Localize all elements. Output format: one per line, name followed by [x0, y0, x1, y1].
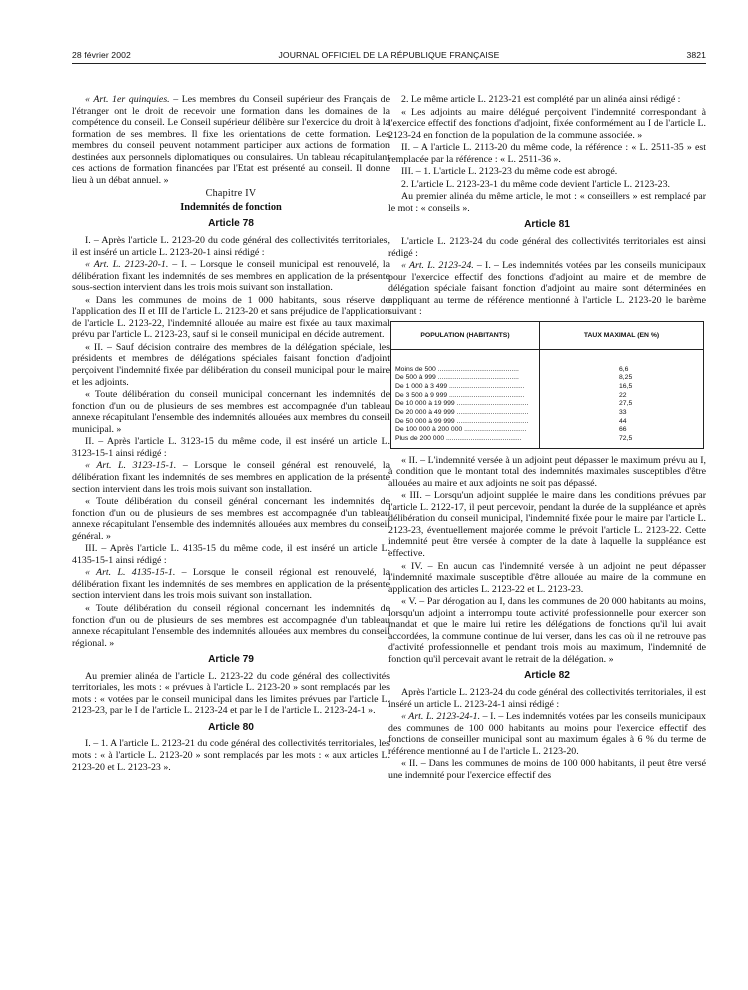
article-heading: Article 79: [208, 654, 254, 666]
table-row-label: De 500 à 999 ...........................................: [395, 374, 519, 382]
table-row-value: 72,5: [619, 434, 633, 442]
table-row-value: 27,5: [619, 400, 633, 408]
paragraph: [72, 460, 390, 495]
paragraph: L'article L. 2123-24 du code général des collectivités territoriales est ainsi rédigé :: [388, 236, 706, 259]
article-ref: « Art. L. 2123-24.: [401, 260, 474, 272]
table-header-rate: TAUX MAXIMAL (EN %): [583, 331, 660, 339]
paragraph: I. – Après l'article L. 2123-20 du code général des collectivités territoriales, il est inséré un article L. 2123-20-1 ainsi rédigé :: [72, 235, 390, 258]
chapter-heading: Chapitre IV: [205, 188, 257, 200]
paragraph: « Toute délibération du conseil municipal concernant les indemnités de fonction d'un ou de plusieurs de ses membres est accompagnée d'un tableau annexe récapitulant l'ensemble des indemnités allouées aux membres du conseil municipal. »: [72, 389, 390, 435]
paragraph: « Toute délibération du conseil régional concernant les indemnités de fonction d'un ou de plusieurs de ses membres est accompagnée d'un tableau annexe récapitulant l'ensemble des indemnités allouées aux membres du conseil régional. »: [72, 602, 390, 649]
table-row-value: 16,5: [619, 383, 633, 391]
header-journal-title: JOURNAL OFFICIEL DE LA RÉPUBLIQUE FRANÇAISE: [278, 50, 500, 60]
table-row-label: De 10 000 à 19 999 ......................................: [395, 400, 529, 408]
table-header-population: POPULATION (HABITANTS): [391, 322, 540, 349]
paragraph: 2. Le même article L. 2123-21 est complété par un alinéa ainsi rédigé :: [401, 94, 681, 105]
table-row-label: De 100 000 à 200 000 .................................: [395, 426, 527, 434]
paragraph: [72, 567, 390, 602]
table-row-label: De 50 000 à 99 999 ......................................: [395, 417, 529, 425]
paragraph: II. – Après l'article L. 3123-15 du même code, il est inséré un article L. 3123-15-1 ainsi rédigé :: [72, 436, 390, 459]
paragraph-text: – I. – Les indemnités votées par les conseils municipaux des communes de 100 000 habitants au moins pour l'exercice effectif des fonctions de conseiller municipal sont au maximum égales à 6 % du terme de référence mentionné au I de l'article L. 2123-20.: [388, 711, 706, 757]
table-row-value: 22: [619, 391, 627, 399]
paragraph: III. – Après l'article L. 4135-15 du même code, il est inséré un article L. 4135-15-1 ainsi rédigé :: [72, 543, 390, 566]
paragraph: Après l'article L. 2123-24 du code général des collectivités territoriales, il est inséré un article L. 2123-24-1 ainsi rédigé :: [388, 687, 706, 710]
chapter-title: Indemnités de fonction: [180, 201, 282, 213]
article-ref: « Art. 1er quinquies.: [85, 94, 170, 105]
article-heading: Article 78: [208, 218, 254, 230]
table-row-value: 6,6: [619, 365, 629, 373]
left-column: [72, 94, 390, 774]
table-row-label: De 20 000 à 49 999 ......................................: [395, 409, 529, 417]
article-ref: « Art. L. 3123-15-1.: [85, 460, 177, 472]
table-row-label: De 1 000 à 3 499 ........................................: [395, 383, 525, 391]
header-page-number: 3821: [686, 50, 706, 60]
paragraph: [72, 259, 390, 294]
paragraph-text: – I. – Lorsque le conseil municipal est renouvelé, la délibération fixant les indemnités de ses membres en application de la présente sous-section intervient dans les trois mois suivant son installation.: [72, 259, 391, 294]
paragraph-text: – Les membres du Conseil supérieur des Français de l'étranger ont le droit de recevoir une formation dans les domaines de la compétence du conseil. Le Conseil supérieur délibère sur l'exercice du droit à la formation de ses membres. Il fixe les orientations de cette formation. Les membres du conseil peuvent notamment participer aux actions de formation destinées aux personnels diplomatiques ou consulaires. Un tableau récapitulant ces actions de formation financées par l'Etat est présenté au conseil. Il donne lieu à un débat annuel. »: [72, 94, 391, 186]
paragraph: II. – A l'article L. 2113-20 du même code, la référence : « L. 2511-35 » est remplacée par la référence : « L. 2511-36 ».: [388, 142, 706, 165]
paragraph: « II. – Dans les communes de moins de 100 000 habitants, il peut être versé une indemnité pour l'exercice effectif des: [388, 758, 706, 781]
table-row-value: 33: [619, 409, 627, 417]
paragraph: [72, 94, 390, 186]
paragraph: [388, 711, 706, 757]
article-heading: Article 80: [208, 721, 254, 733]
rate-column: [540, 350, 703, 448]
paragraph: « II. – L'indemnité versée à un adjoint peut dépasser le maximum prévu au I, à condition que le montant total des indemnités maximales susceptibles d'être allouées au maire et aux adjoints ne soit pas dépassé.: [388, 454, 706, 489]
header-rule: [72, 63, 706, 64]
paragraph: Au premier alinéa de l'article L. 2123-22 du code général des collectivités territoriales, les mots : « prévues à l'article L. 2123-20 » sont remplacés par les mots : « votées par le conseil municipal dans les limites prévues par l'article L. 2123-23, par le I de l'article L. 2123-24 et par le I de l'article L. 2123-24-1 ».: [72, 670, 390, 717]
paragraph: « V. – Par dérogation au I, dans les communes de 20 000 habitants au moins, lorsqu'un adjoint a interrompu toute activité professionnelle pour exercer son mandat et que le maire lui retire les délégations de fonctions qu'il lui avait accordées, la commune continue de lui verser, dans les cas où il ne retrouve pas d'activité professionnelle et pendant trois mois au maximum, l'indemnité de fonction qu'il percevait avant le retrait de la délégation. »: [388, 596, 706, 665]
table-body: [391, 350, 703, 448]
table-row-label: Plus de 200 000 ........................................: [395, 434, 522, 442]
paragraph: « Dans les communes de moins de 1 000 habitants, sous réserve de l'application des II et III de l'article L. 2123-20 et sans préjudice de l'application de l'article L. 2123-22, l'indemnité allouée au maire est fixée au taux maximal prévu par l'article L. 2123-23, sauf si le conseil municipal en décide autrement.: [72, 294, 390, 341]
paragraph: 2. L'article L. 2123-23-1 du même code devient l'article L. 2123-23.: [401, 178, 670, 190]
population-column: [391, 350, 540, 448]
table-row-label: De 3 500 à 9 999 ........................................: [395, 391, 525, 399]
table-row-label: Moins de 500 ...........................................: [395, 365, 519, 373]
page-header: [72, 50, 706, 64]
right-column: [388, 94, 706, 782]
paragraph: « Toute délibération du conseil général concernant les indemnités de fonction d'un ou de plusieurs de ses membres est accompagnée d'un tableau annexe récapitulant l'ensemble des indemnités allouées aux membres du conseil général. »: [72, 496, 390, 542]
article-ref: « Art. L. 2123-24-1.: [401, 711, 481, 723]
header-date: 28 février 2002: [72, 50, 131, 60]
paragraph: III. – 1. L'article L. 2123-23 du même code est abrogé.: [401, 166, 618, 178]
article-ref: « Art. L. 4135-15-1.: [85, 567, 176, 579]
paragraph: [388, 260, 706, 318]
paragraph: « III. – Lorsqu'un adjoint supplée le maire dans les conditions prévues par l'article L. 2122-17, il peut percevoir, pendant la durée de la suppléance et après délibération du conseil municipal, l'indemnité fixée pour le maire par l'article L. 2123-23, éventuellement majorée comme le prévoit l'article L. 2123-22. Cette indemnité peut être versée à compter de la date à laquelle la suppléance est effective.: [388, 490, 706, 559]
paragraph-text: – Lorsque le conseil général est renouvelé, la délibération fixant les indemnités de ses membres en application de la présente section intervient dans les trois mois suivant son installation.: [72, 460, 390, 495]
article-heading: Article 82: [524, 670, 570, 682]
paragraph: « IV. – En aucun cas l'indemnité versée à un adjoint ne peut dépasser l'indemnité maximale susceptible d'être allouée au maire de la commune en application des articles L. 2123-22 et L. 2123-23.: [388, 560, 706, 595]
table-row-value: 44: [619, 417, 627, 425]
article-ref: « Art. L. 2123-20-1.: [85, 259, 169, 271]
article-heading: Article 81: [524, 219, 570, 231]
paragraph-text: – I. – Les indemnités votées par les conseils municipaux pour l'exercice effectif des fonctions d'adjoint au maire et de membre de délégation spéciale faisant fonction d'adjoint au maire sont déterminées en appliquant au terme de référence mentionné à l'article L. 2123-20 le barème suivant :: [388, 260, 706, 318]
paragraph-text: – Lorsque le conseil régional est renouvelé, la délibération fixant les indemnités de ses membres en application de la présente section intervient dans les trois mois suivant son installation.: [72, 567, 390, 602]
table-header: [391, 322, 703, 350]
table-row-value: 66: [619, 426, 627, 434]
paragraph: « Les adjoints au maire délégué perçoivent l'indemnité correspondant à l'exercice effectif des fonctions d'adjoint, fixée conformément au I de l'article L. 2123-24 en fonction de la population de la commune associée. »: [388, 106, 706, 141]
paragraph: « II. – Sauf décision contraire des membres de la délégation spéciale, les présidents et membres de délégations spéciales faisant fonction d'adjoint perçoivent l'indemnité fixée par délibération du conseil municipal pour le maire et les adjoints.: [72, 341, 390, 388]
rate-table: [390, 321, 704, 449]
table-row-value: 8,25: [619, 374, 633, 382]
paragraph: Au premier alinéa du même article, le mot : « conseillers » est remplacé par le mot : « conseils ».: [388, 191, 706, 214]
paragraph: I. – 1. A l'article L. 2123-21 du code général des collectivités territoriales, les mots : « à l'article L. 2123-20 » sont remplacés par les mots : « aux articles L. 2123-20 et L. 2123-23 ».: [72, 738, 390, 773]
